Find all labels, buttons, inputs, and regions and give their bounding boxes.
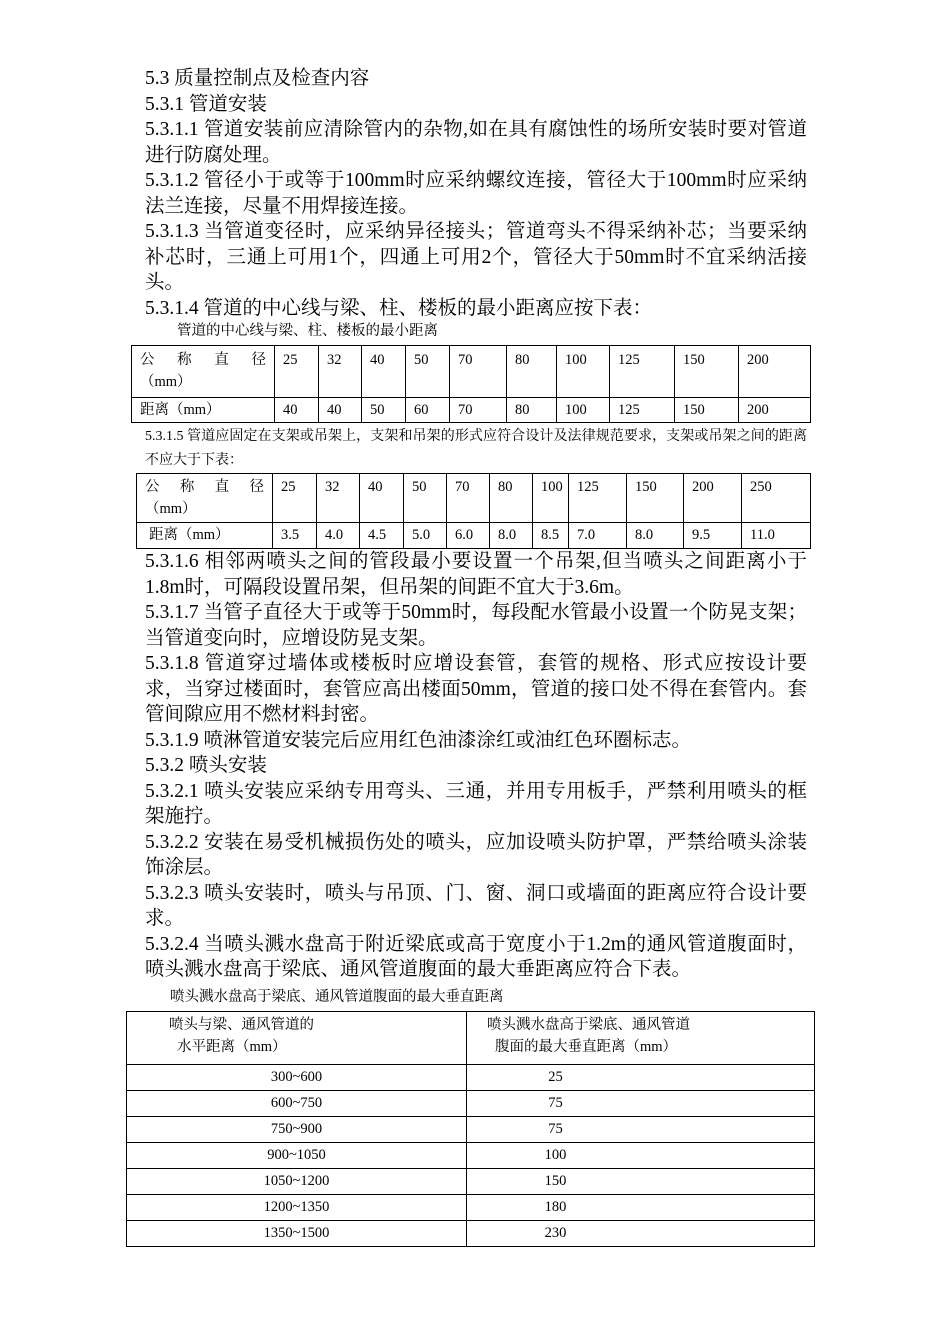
paragraph-5-3-1-3: 5.3.1.3 当管道变径时，应采纳异径接头；管道弯头不得采纳补芯；当要采纳补芯时，三通上可用1个，四通上可用2个，管径大于50mm时不宜采纳活接头。 bbox=[145, 221, 807, 293]
table-row bbox=[127, 1116, 815, 1142]
table3-range-cell: 1350~1500 bbox=[127, 1220, 467, 1246]
paragraph-5-3-2-4: 5.3.2.4 当喷头溅水盘高于附近梁底或高于宽度小于1.2m的通风管道腹面时，喷头溅水盘高于梁底、通风管道腹面的最大垂距离应符合下表。 bbox=[145, 933, 807, 980]
table1-distance-cell: 150 bbox=[675, 398, 739, 423]
table2-row-label: 距离（mm） bbox=[137, 523, 273, 549]
table2-diameter-cell: 25 bbox=[273, 474, 317, 523]
paragraph-5-3-2-1: 5.3.2.1 喷头安装应采纳专用弯头、三通，并用专用板手，严禁利用喷头的框架施拧。 bbox=[145, 780, 807, 827]
section-heading-5-3-2: 5.3.2 喷头安装 bbox=[145, 755, 267, 776]
paragraph-5-3-1-5: 5.3.1.5 管道应固定在支架或吊架上，支架和吊架的形式应符合设计及法律规范要求，支架或吊架之间的距离不应大于下表： bbox=[145, 429, 807, 468]
table2-diameter-cell: 70 bbox=[447, 474, 490, 523]
table1-distance-cell: 200 bbox=[739, 398, 811, 423]
table1-diameter-cell: 100 bbox=[557, 346, 610, 398]
table1-header-label: 公 称 直 径 （mm） bbox=[132, 346, 275, 398]
table3-range-cell: 1200~1350 bbox=[127, 1194, 467, 1220]
table2-diameter-cell: 250 bbox=[742, 474, 811, 523]
table-min-distance bbox=[131, 345, 811, 423]
table-row bbox=[127, 1090, 815, 1116]
table2-diameter-cell: 80 bbox=[490, 474, 533, 523]
table2-diameter-cell: 40 bbox=[360, 474, 404, 523]
table2-diameter-cell: 32 bbox=[317, 474, 360, 523]
table1-distance-cell: 60 bbox=[406, 398, 450, 423]
table3-col1-header: 喷头与梁、通风管道的 水平距离（mm） bbox=[127, 1011, 467, 1064]
table3-range-cell: 750~900 bbox=[127, 1116, 467, 1142]
table1-diameter-cell: 40 bbox=[362, 346, 406, 398]
table-support-distance bbox=[136, 473, 811, 549]
table2-diameter-cell: 150 bbox=[627, 474, 684, 523]
table3-value-cell: 25 bbox=[467, 1064, 815, 1090]
table2-distance-cell: 4.0 bbox=[317, 523, 360, 549]
table2-diameter-cell: 100 bbox=[533, 474, 569, 523]
table1-caption: 管道的中心线与梁、柱、楼板的最小距离 bbox=[177, 323, 438, 339]
table3-range-cell: 600~750 bbox=[127, 1090, 467, 1116]
table-row bbox=[127, 1194, 815, 1220]
table-max-vertical-distance bbox=[126, 1011, 815, 1247]
table1-header-row bbox=[132, 346, 811, 398]
table2-header-row bbox=[137, 474, 811, 523]
paragraph-5-3-1-4: 5.3.1.4 管道的中心线与梁、柱、楼板的最小距离应按下表： bbox=[145, 297, 653, 319]
table2-distance-cell: 6.0 bbox=[447, 523, 490, 549]
paragraph-5-3-1-1: 5.3.1.1 管道安装前应清除管内的杂物,如在具有腐蚀性的场所安装时要对管道进行防腐处理。 bbox=[145, 119, 807, 166]
table2-distance-cell: 11.0 bbox=[742, 523, 811, 549]
table3-col2-header: 喷头溅水盘高于梁底、通风管道 腹面的最大垂直距离（mm） bbox=[467, 1011, 815, 1064]
table1-diameter-cell: 32 bbox=[319, 346, 362, 398]
table2-distance-cell: 8.0 bbox=[627, 523, 684, 549]
table1-distance-cell: 40 bbox=[319, 398, 362, 423]
document-page bbox=[140, 66, 807, 1247]
table2-diameter-cell: 200 bbox=[684, 474, 742, 523]
paragraph-5-3-1-8: 5.3.1.8 管道穿过墙体或楼板时应增设套管，套管的规格、形式应按设计要求，当穿过楼面时，套管应高出楼面50mm，管道的接口处不得在套管内。套管间隙应用不燃材料封密。 bbox=[145, 653, 807, 725]
table3-value-cell: 230 bbox=[467, 1220, 815, 1246]
table3-range-cell: 900~1050 bbox=[127, 1142, 467, 1168]
table1-diameter-cell: 125 bbox=[610, 346, 675, 398]
table3-value-cell: 75 bbox=[467, 1116, 815, 1142]
table2-distance-cell: 3.5 bbox=[273, 523, 317, 549]
paragraph-5-3-1-7: 5.3.1.7 当管子直径大于或等于50mm时，每段配水管最小设置一个防晃支架；当管道变向时，应增设防晃支架。 bbox=[145, 602, 807, 649]
paragraph-5-3-1-2: 5.3.1.2 管径小于或等于100mm时应采纳螺纹连接，管径大于100mm时应采纳法兰连接，尽量不用焊接连接。 bbox=[145, 170, 807, 217]
table1-distance-cell: 50 bbox=[362, 398, 406, 423]
section-heading-5-3-1: 5.3.1 管道安装 bbox=[145, 93, 267, 115]
table1-distance-cell: 100 bbox=[557, 398, 610, 423]
table3-value-cell: 150 bbox=[467, 1168, 815, 1194]
table2-diameter-cell: 50 bbox=[404, 474, 447, 523]
table1-row-label: 距离（mm） bbox=[132, 398, 275, 423]
table2-distance-cell: 8.5 bbox=[533, 523, 569, 549]
table-row bbox=[127, 1168, 815, 1194]
table1-distance-cell: 40 bbox=[275, 398, 319, 423]
section-heading-5-3: 5.3 质量控制点及检查内容 bbox=[145, 68, 370, 89]
paragraph-5-3-2-2: 5.3.2.2 安装在易受机械损伤处的喷头，应加设喷头防护罩，严禁给喷头涂装饰涂层。 bbox=[145, 831, 807, 878]
table1-distance-cell: 70 bbox=[450, 398, 507, 423]
table3-caption: 喷头溅水盘高于梁底、通风管道腹面的最大垂直距离 bbox=[170, 988, 504, 1005]
table3-value-cell: 100 bbox=[467, 1142, 815, 1168]
table3-header-row bbox=[127, 1011, 815, 1064]
table1-distance-cell: 80 bbox=[507, 398, 557, 423]
table1-diameter-cell: 70 bbox=[450, 346, 507, 398]
table-row bbox=[127, 1142, 815, 1168]
table2-header-label: 公 称 直 径 （mm） bbox=[137, 474, 273, 523]
table2-distance-cell: 9.5 bbox=[684, 523, 742, 549]
table1-distance-row bbox=[132, 398, 811, 423]
table2-distance-cell: 7.0 bbox=[569, 523, 627, 549]
table3-range-cell: 300~600 bbox=[127, 1064, 467, 1090]
table2-distance-row bbox=[137, 523, 811, 549]
table1-diameter-cell: 200 bbox=[739, 346, 811, 398]
table3-value-cell: 75 bbox=[467, 1090, 815, 1116]
table-row bbox=[127, 1064, 815, 1090]
table-row bbox=[127, 1220, 815, 1246]
table1-distance-cell: 125 bbox=[610, 398, 675, 423]
table1-diameter-cell: 80 bbox=[507, 346, 557, 398]
table2-distance-cell: 8.0 bbox=[490, 523, 533, 549]
table3-value-cell: 180 bbox=[467, 1194, 815, 1220]
table2-distance-cell: 5.0 bbox=[404, 523, 447, 549]
table1-diameter-cell: 50 bbox=[406, 346, 450, 398]
paragraph-5-3-1-6: 5.3.1.6 相邻两喷头之间的管段最小要设置一个吊架,但当喷头之间距离小于1.8m时，可隔段设置吊架，但吊架的间距不宜大于3.6m。 bbox=[145, 551, 807, 598]
table2-diameter-cell: 125 bbox=[569, 474, 627, 523]
table1-diameter-cell: 25 bbox=[275, 346, 319, 398]
table2-distance-cell: 4.5 bbox=[360, 523, 404, 549]
table1-diameter-cell: 150 bbox=[675, 346, 739, 398]
paragraph-5-3-2-3: 5.3.2.3 喷头安装时，喷头与吊顶、门、窗、洞口或墙面的距离应符合设计要求。 bbox=[145, 882, 807, 929]
paragraph-5-3-1-9: 5.3.1.9 喷淋管道安装完后应用红色油漆涂红或油红色环圈标志。 bbox=[145, 729, 692, 751]
table3-range-cell: 1050~1200 bbox=[127, 1168, 467, 1194]
